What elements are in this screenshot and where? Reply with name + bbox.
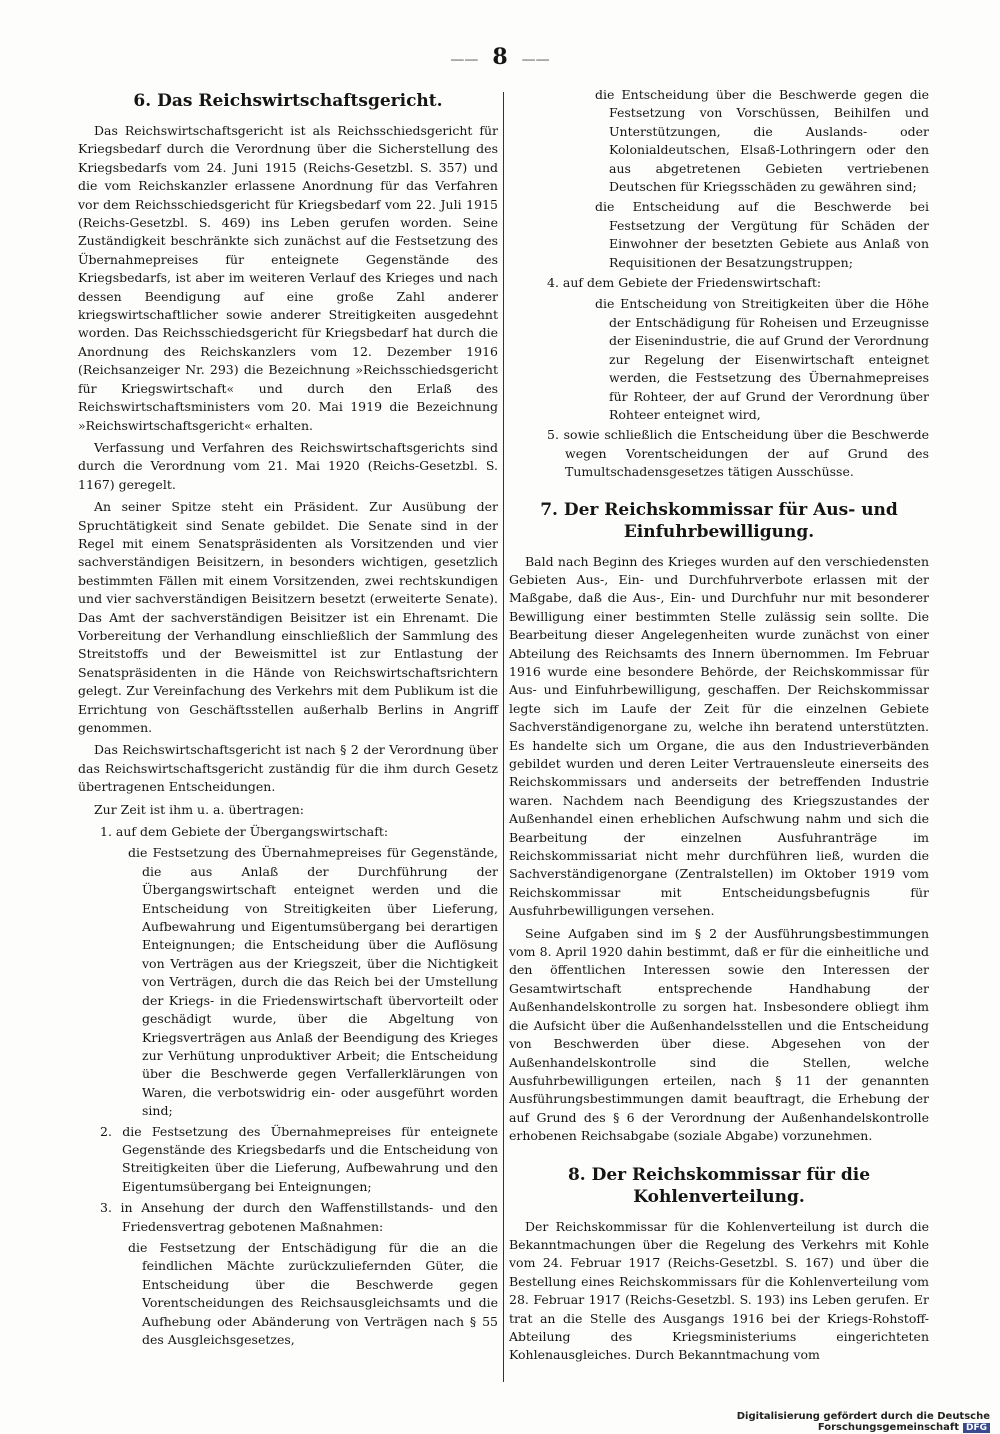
right-column (509, 86, 929, 1369)
list-subitem: die Festsetzung der Entschädigung für die an die feindlichen Mächte zurückzuliefernden Güter, die Entscheidung über die Beschwerde gegen Vorentscheidungen des Reichsausgleichsamts und die Aufhebung oder Abänderung von Verträgen nach § 55 des Ausgleichsgesetzes, (128, 1239, 498, 1347)
paragraph: Das Reichswirtschaftsgericht ist nach § 2 der Verordnung über das Reichswirtschaftsgericht zuständig für die ihm durch Gesetz übertragenen Entscheidungen. (78, 742, 498, 795)
page-number: —— 8 —— (450, 44, 550, 70)
list-subitem: die Festsetzung des Übernahmepreises für Gegenstände, die aus Anlaß der Durchführung der Übergangswirtschaft enteignet werden und die Entscheidung von Streitigkeiten über Lieferung, Aufbewahrung und Eigentumsübergang bei derartigen Enteignungen; die Entscheidung über die Auflösung von Verträgen aus der Kriegszeit, über die Nichtigkeit von Verträgen, durch die das Reich bei der Umstellung der Kriegs- in die Friedenswirtschaft übervorteilt oder geschädigt wurde, über die Abgeltung von Kriegsverträgen aus Anlaß der Beendigung des Krieges zur Verhütung unproduktiver Arbeit; die Entscheidung über die Beschwerde gegen Verfallerklärungen von Waren, die verbotswidrig ein- oder ausgeführt worden sind; (128, 845, 498, 1119)
paragraph: Seine Aufgaben sind im § 2 der Ausführungsbestimmungen vom 8. April 1920 dahin bestimmt, daß er für die einheitliche und den öffentlichen Interessen sowie den Interessen der Gesamtwirtschaft entsprechende Handhabung der Außenhandelskontrolle zu sorgen hat. Insbesondere obliegt ihm die Aufsicht über die Außenhandelsstellen und die Entscheidung von Beschwerden über diese. Abgesehen von der Außenhandelskontrolle sind die Stellen, welche Ausfuhrbewilligungen erteilen, nach § 11 der genannten Ausführungsbestimmungen damit beauftragt, die Erhebung der auf Grund des § 6 der Verordnung der Außenhandelskontrolle erhobenen Reichsabgabe (soziale Abgabe) vorzunehmen. (509, 925, 929, 1144)
paragraph: Zur Zeit ist ihm u. a. übertragen: (94, 801, 304, 817)
dfg-logo: DFG (963, 1423, 990, 1433)
left-column (78, 86, 498, 1351)
footer-credit (610, 1411, 990, 1433)
paragraph: An seiner Spitze steht ein Präsident. Zur Ausübung der Spruchtätigkeit sind Senate gebildet. Die Senate sind in der Regel mit einem Senatspräsidenten als Vorsitzenden und vier sachverständigen Beisitzern, in besonders wichtigen, gesetzlich bestimmten Fällen mit einem Vorsitzenden, zwei rechtskundigen und vier sachverständigen Beisitzern besetzt (erweiterte Senate). Das Amt der sachverständigen Beisitzer ist ein Ehrenamt. Die Vorbereitung der Verhandlung einschließlich der Sammlung des Streitstoffs und der Beweismittel ist zur Entlastung der Senatspräsidenten in die Hände von Reichswirtschaftsrichtern gelegt. Zur Vereinfachung des Verkehrs mit dem Publikum ist die Errichtung von Geschäftsstellen außerhalb Berlins in Angriff genommen. (78, 499, 498, 735)
column-divider (503, 92, 504, 1382)
footer-text: Digitalisierung gefördert durch die Deutsche Forschungsgemeinschaft (736, 1411, 990, 1433)
list-item: 1. auf dem Gebiete der Übergangswirtschaft: (100, 824, 389, 840)
section-8-title: 8. Der Reichskommissar für die Kohlenverteilung. (567, 1164, 871, 1207)
list-item: 2. die Festsetzung des Übernahmepreises für enteignete Gegenstände des Kriegsbedarfs und die Entscheidung von Streitigkeiten über die Lieferung, Aufbewahrung und den Eigentumsübergang bei Enteignungen; (100, 1123, 498, 1194)
section-7-title: 7. Der Reichskommissar für Aus- und Einfuhrbewilligung. (540, 499, 898, 542)
paragraph: Verfassung und Verfahren des Reichswirtschaftsgerichts sind durch die Verordnung vom 21. Mai 1920 (Reichs-Gesetzbl. S. 1167) geregelt. (78, 439, 498, 492)
list-item: 4. auf dem Gebiete der Friedenswirtschaft: (547, 275, 822, 291)
list-subitem: die Entscheidung auf die Beschwerde bei Festsetzung der Vergütung für Schäden der Einwohner der besetzten Gebiete aus Anlaß von Requisitionen der Besatzungstruppen; (595, 199, 929, 270)
paragraph: Bald nach Beginn des Krieges wurden auf den verschiedensten Gebieten Aus-, Ein- und Durchfuhrverbote erlassen mit der Maßgabe, daß die Aus-, Ein- und Durchfuhr nur mit besonderer Bewilligung einer bestimmten Stelle zulässig sein sollte. Die Bearbeitung dieser Angelegenheiten wurde zunächst von einer Abteilung des Reichsamts des Innern übernommen. Im Februar 1916 wurde eine besondere Behörde, der Reichskommissar für Aus- und Einfuhrbewilligung, geschaffen. Der Reichskommissar legte sich im Laufe der Zeit für die einzelnen Gebiete Sachverständigenorgane zu, welche ihn beratend unterstützten. Es handelte sich um Organe, die aus den Industrieverbänden gebildet wurden und deren Leiter Vertrauensleute einerseits des Reichskommissars und anderseits der betreffenden Industrie waren. Nachdem nach Beendigung des Kriegszustandes der Außenhandel einen erheblichen Aufschwung nahm und sich die Bearbeitung der einzelnen Ausfuhranträge im Reichskommissariat nicht mehr durchführen ließ, wurden die Sachverständigenorgane (Zentralstellen) im Oktober 1919 vom Reichskommissar mit Entscheidungsbefugnis für Ausfuhrbewilligungen versehen. (509, 553, 929, 919)
list-subitem: die Entscheidung über die Beschwerde gegen die Festsetzung von Vorschüssen, Beihilfen und Unterstützungen, die Auslands- oder Kolonialdeutschen, Elsaß-Lothringern oder den aus abgetretenen Gebieten vertriebenen Deutschen für Kriegsschäden zu gewähren sind; (595, 87, 929, 195)
section-6-title: 6. Das Reichswirtschaftsgericht. (133, 91, 443, 111)
paragraph: Der Reichskommissar für die Kohlenverteilung ist durch die Bekanntmachungen über die Regelung des Verkehrs mit Kohle vom 24. Februar 1917 (Reichs-Gesetzbl. S. 167) und über die Bestellung eines Reichskommissars für die Kohlenverteilung vom 28. Februar 1917 (Reichs-Gesetzbl. S. 193) ins Leben gerufen. Er trat an die Stelle des Ausgangs 1916 bei der Kriegs-Rohstoff-Abteilung des Kriegsministeriums eingerichteten Kohlenausgleiches. Durch Bekanntmachung vom (509, 1218, 929, 1363)
list-item: 5. sowie schließlich die Entscheidung über die Beschwerde wegen Vorentscheidungen der auf Grund des Tumultschadensgesetzes tätigen Ausschüsse. (547, 427, 929, 480)
list-item: 3. in Ansehung der durch den Waffenstillstands- und den Friedensvertrag gebotenen Maßnahmen: (100, 1200, 498, 1234)
page-number-value: 8 (492, 44, 508, 70)
list-subitem: die Entscheidung von Streitigkeiten über die Höhe der Entschädigung für Roheisen und Erzeugnisse der Eisenindustrie, die auf Grund der Verordnung zur Regelung der Eisenwirtschaft enteignet werden, die Festsetzung des Übernahmepreises für Rohteer, der auf Grund der Verordnung über Rohteer enteignet wird, (595, 296, 929, 422)
paragraph: Das Reichswirtschaftsgericht ist als Reichsschiedsgericht für Kriegsbedarf durch die Verordnung über die Sicherstellung des Kriegsbedarfs vom 24. Juni 1915 (Reichs-Gesetzbl. S. 357) und die vom Reichskanzler erlassene Anordnung für das Verfahren vor dem Reichsschiedsgericht für Kriegsbedarf vom 22. Juli 1915 (Reichs-Gesetzbl. S. 469) ins Leben gerufen worden. Seine Zuständigkeit beschränkte sich zunächst auf die Festsetzung des Übernahmepreises für enteignete Gegenstände des Kriegsbedarfs, ist aber im weiteren Verlauf des Krieges und nach dessen Beendigung auf eine große Zahl anderer kriegswirtschaftlicher sowie anderer Streitigkeiten ausgedehnt worden. Das Reichsschiedsgericht für Kriegsbedarf hat durch die Anordnung des Reichskanzlers vom 12. Dezember 1916 (Reichsanzeiger Nr. 293) die Bezeichnung »Reichsschiedsgericht für Kriegswirtschaft« und durch den Erlaß des Reichswirtschaftsministers vom 20. Mai 1919 die Bezeichnung »Reichswirtschaftsgericht« erhalten. (78, 123, 498, 433)
